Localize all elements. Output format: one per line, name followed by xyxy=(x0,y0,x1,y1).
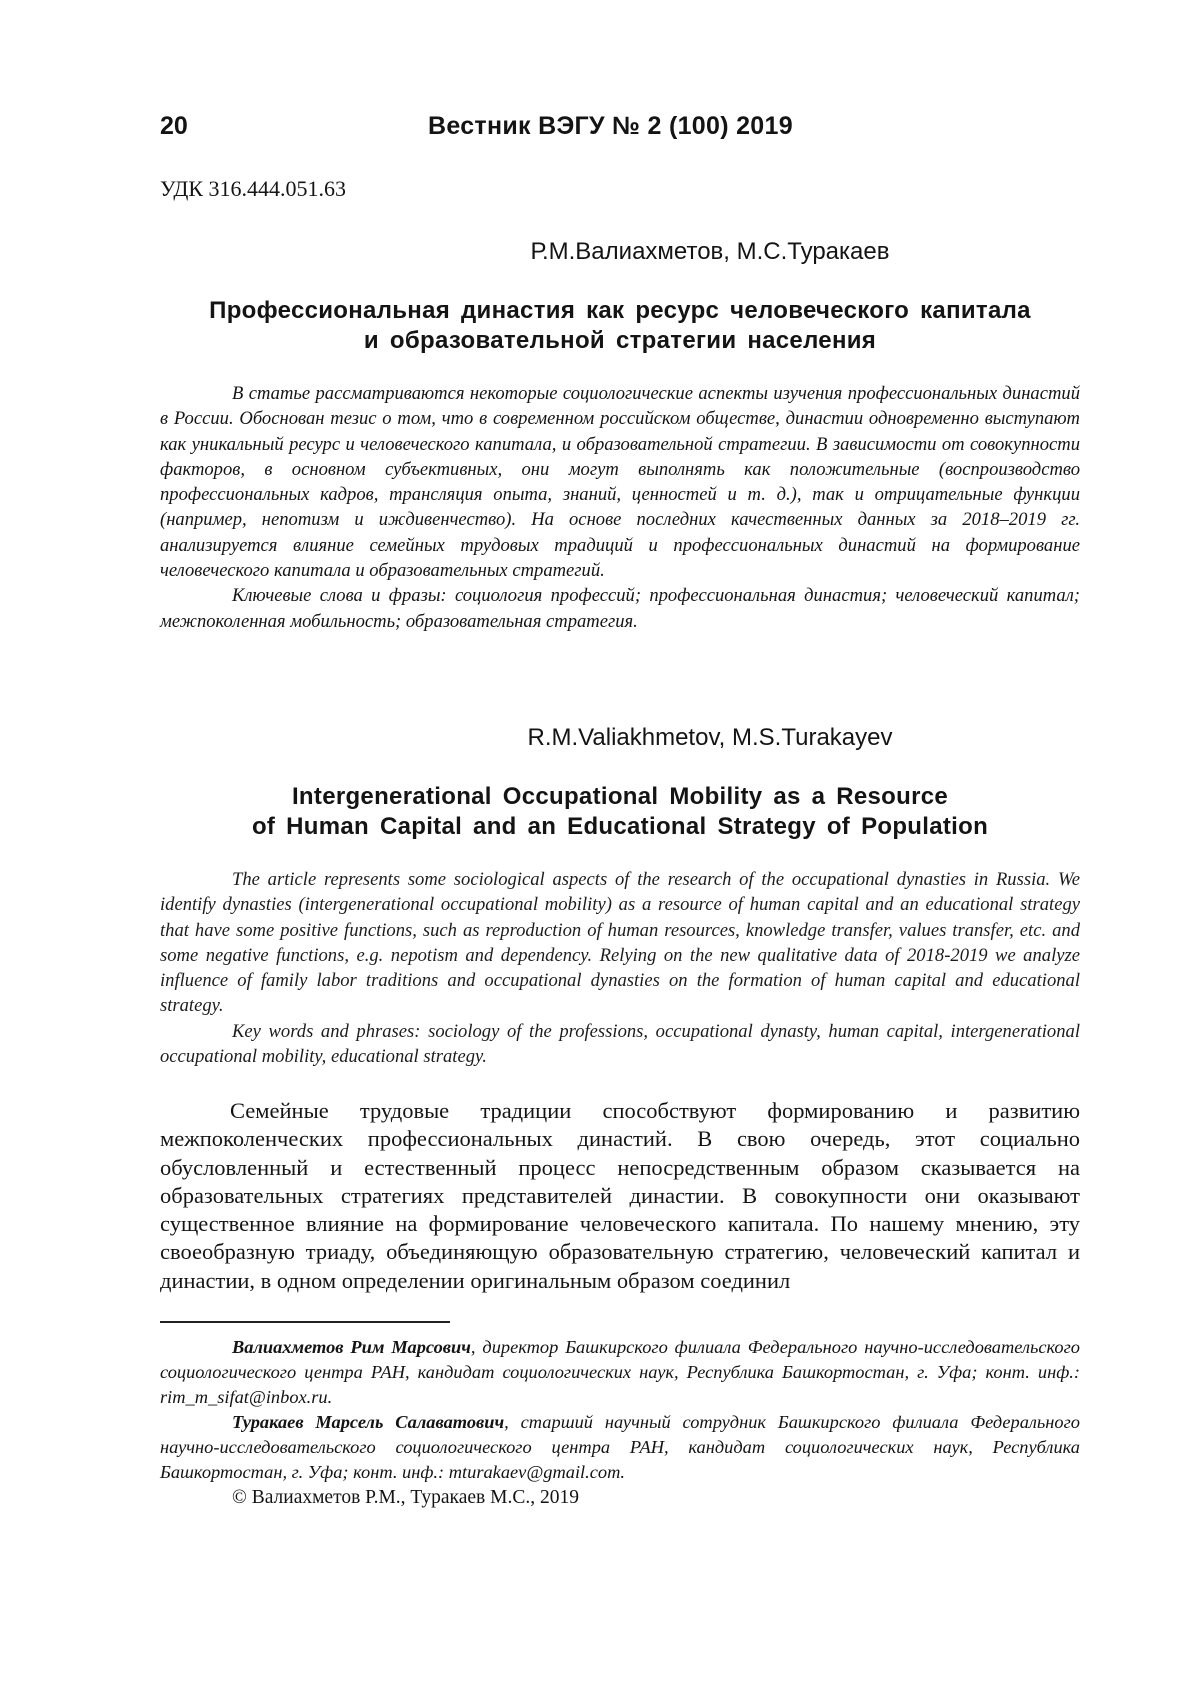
footnote-divider xyxy=(160,1321,450,1323)
abstract-en xyxy=(160,867,1080,1069)
footnote-author-2 xyxy=(160,1410,1080,1485)
abstract-ru xyxy=(160,381,1080,634)
udk-code: УДК 316.444.051.63 xyxy=(160,176,347,201)
footnote-author-1-name: Валиахметов Рим Марсович xyxy=(232,1337,471,1357)
journal-title: Вестник ВЭГУ № 2 (100) 2019 xyxy=(428,112,793,140)
footnotes xyxy=(160,1335,1080,1485)
keywords-ru: Ключевые слова и фразы: социология профессий; профессиональная династия; человеческий капитал; межпоколенная мобильность; образовательная стратегия. xyxy=(160,585,1080,632)
footnote-author-1 xyxy=(160,1335,1080,1410)
copyright-notice: © Валиахметов Р.М., Туракаев М.С., 2019 xyxy=(232,1487,579,1508)
footnote-author-2-name: Туракаев Марсель Салаватович xyxy=(232,1412,505,1432)
page-number: 20 xyxy=(160,112,188,140)
body-paragraph: Семейные трудовые традиции способствуют формированию и развитию межпоколенческих профессиональных династий. В свою очередь, этот социально обусловленный и естественный процесс непосредственным образом сказывается на образовательных стратегиях представителей династии. В совокупности они оказывают существенное влияние на формирование человеческого капитала. По нашему мнению, эту своеобразную триаду, объединяющую образовательную стратегию, человеческий капитал и династии, в одном определении оригинальным образом соединил xyxy=(160,1098,1080,1293)
title-ru-line-2: и образовательной стратегии населения xyxy=(363,327,877,354)
running-header xyxy=(160,112,1060,152)
article-title-en xyxy=(160,782,1080,842)
keywords-en: Key words and phrases: sociology of the professions, occupational dynasty, human capital, intergenerational occupational mobility, educational strategy. xyxy=(160,1020,1080,1068)
footnote-author-2-text: , старший научный сотрудник Башкирского филиала Федерального научно-исследовательского социологического центра РАН, кандидат социологических наук, Республика Башкортостан, г. Уфа; конт. инф.: mturakaev@gmail.com. xyxy=(160,1412,1080,1482)
title-en-line-1: Intergenerational Occupational Mobility as a Resource xyxy=(291,783,949,810)
abstract-ru-text: В статье рассматриваются некоторые социологические аспекты изучения профессиональных династий в России. Обоснован тезис о том, что в современном российском обществе, династии одновременно выступают как уникальный ресурс и человеческого капитала, и образовательной стратегии. В зависимости от совокупности факторов, в основном субъективных, они могут выполнять как положительные (воспроизводство профессиональных кадров, трансляция опыта, знаний, ценностей и т. д.), так и отрицательные функции (например, непотизм и иждивенчество). На основе последних качественных данных за 2018–2019 гг. анализируется влияние семейных трудовых традиций и профессиональных династий на формирование человеческого капитала и образовательных стратегий. xyxy=(160,383,1080,582)
authors-ru: Р.М.Валиахметов, М.С.Туракаев xyxy=(530,238,890,265)
abstract-en-text: The article represents some sociological aspects of the research of the occupational dynasties in Russia. We identify dynasties (intergenerational occupational mobility) as a resource of human capital and an educational strategy that have some positive functions, such as reproduction of human resources, knowledge transfer, values transfer, etc. and some negative functions, e.g. nepotism and dependency. Relying on the new qualitative data of 2018-2019 we analyze influence of family labor traditions and occupational dynasties on the formation of human capital and educational strategy. xyxy=(160,869,1080,1017)
body-text xyxy=(160,1097,1080,1295)
footnote-author-1-text: , директор Башкирского филиала Федерального научно-исследовательского социологического центра РАН, кандидат социологических наук, Республика Башкортостан, г. Уфа; конт. инф.: rim_m_sifat@inbox.ru. xyxy=(160,1337,1080,1407)
authors-en: R.M.Valiakhmetov, M.S.Turakayev xyxy=(527,724,893,751)
title-en-line-2: of Human Capital and an Educational Strategy of Population xyxy=(251,813,989,840)
title-ru-line-1: Профессиональная династия как ресурс человеческого капитала xyxy=(209,297,1031,324)
article-title-ru xyxy=(160,296,1080,356)
